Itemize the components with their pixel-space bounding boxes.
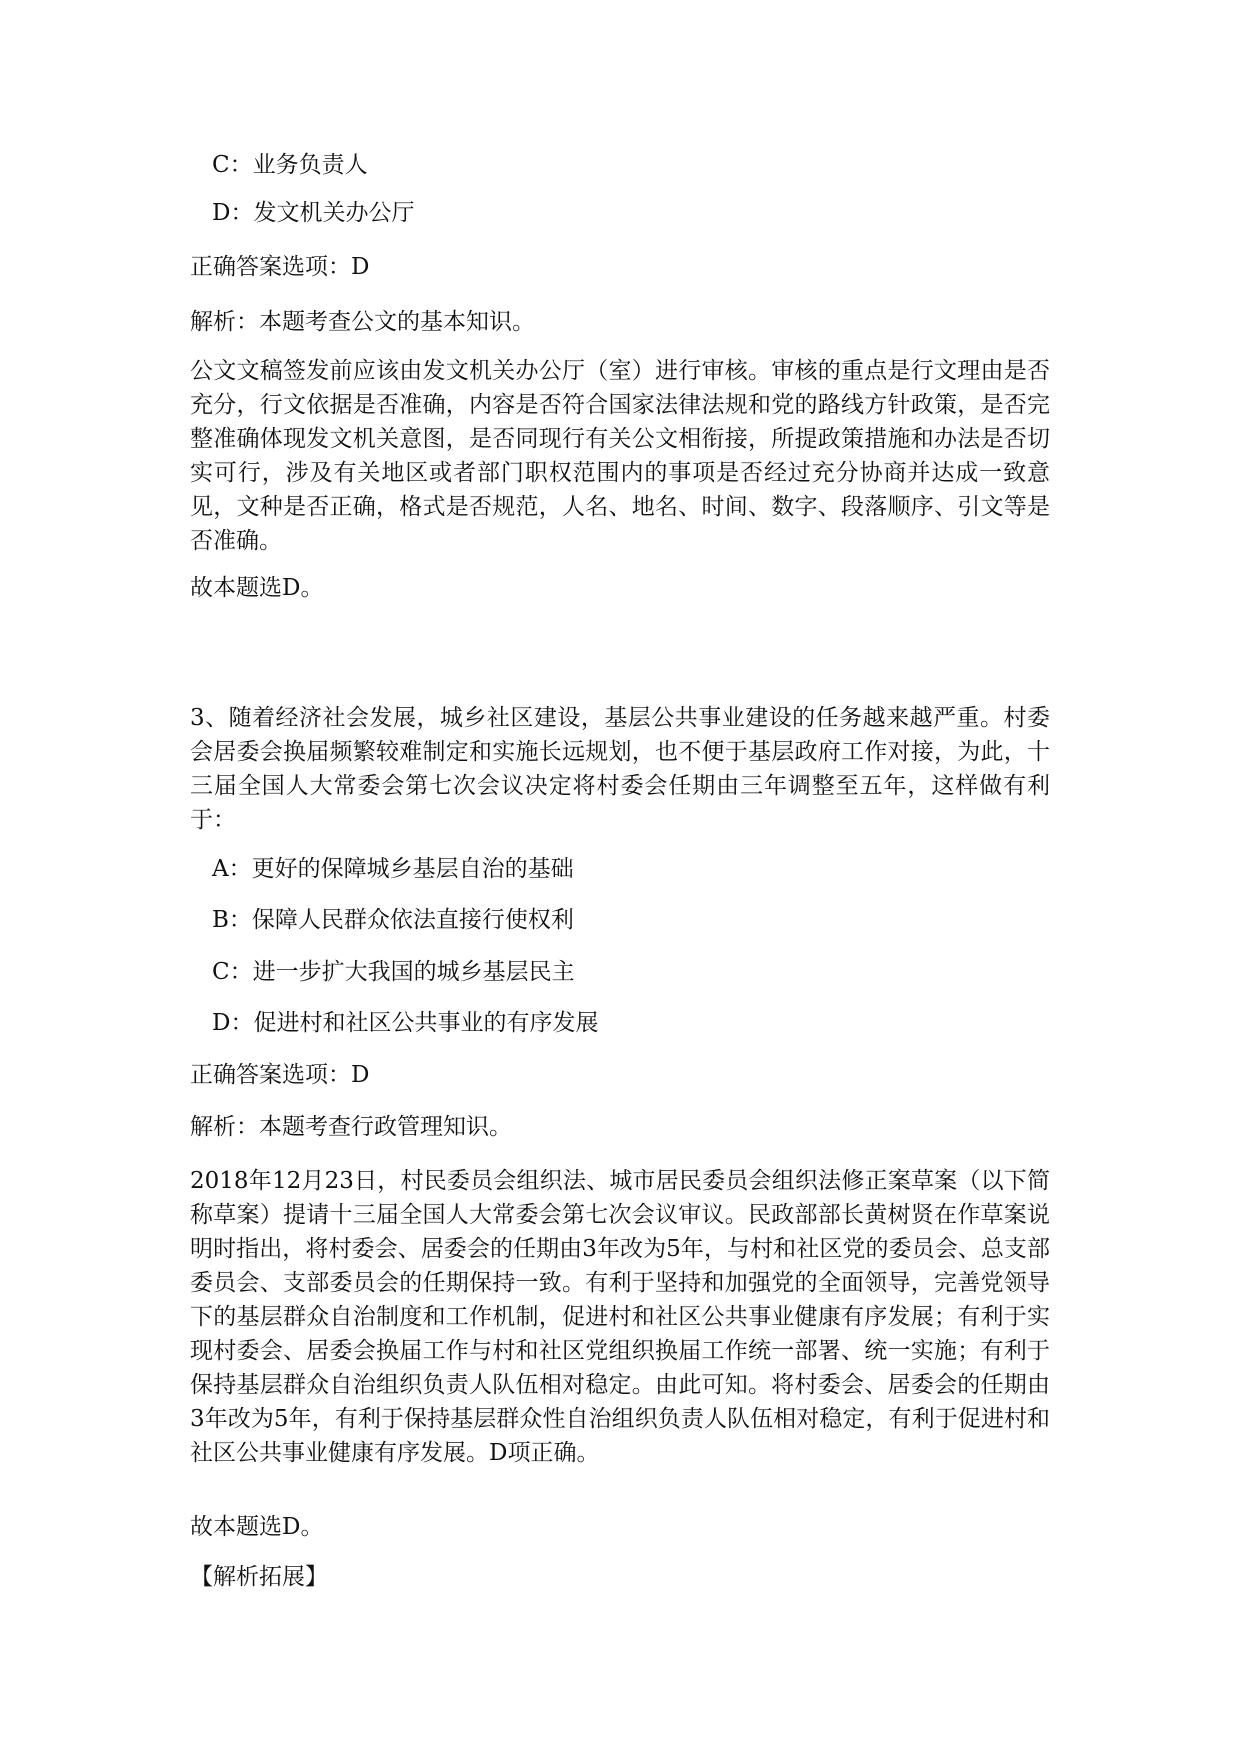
question-stem: 3、随着经济社会发展，城乡社区建设，基层公共事业建设的任务越来越严重。村委会居委会换届频繁较难制定和实施长远规划，也不便于基层政府工作对接，为此，十三届全国人大常委会第七次会议决定将村委会任期由三年调整至五年，这样做有利于： bbox=[190, 705, 1050, 833]
extension-heading: 【解析拓展】 bbox=[190, 1564, 328, 1590]
analysis-body: 2018年12月23日，村民委员会组织法、城市居民委员会组织法修正案草案（以下简称草案）提请十三届全国人大常委会第七次会议审议。民政部部长黄树贤在作草案说明时指出，将村委会、居委会的任期由3年改为5年，与村和社区党的委员会、总支部委员会、支部委员会的任期保持一致。有利于坚持和加强党的全面领导，完善党领导下的基层群众自治制度和工作机制，促进村和社区公共事业健康有序发展；有利于实现村委会、居委会换届工作与村和社区党组织换届工作统一部署、统一实施；有利于保持基层群众自治组织负责人队伍相对稳定。由此可知。将村委会、居委会的任期由3年改为5年，有利于保持基层群众性自治组织负责人队伍相对稳定，有利于促进村和社区公共事业健康有序发展。D项正确。 bbox=[190, 1168, 1050, 1466]
analysis-title: 解析：本题考查行政管理知识。 bbox=[190, 1114, 512, 1140]
option-c: C：业务负责人 bbox=[212, 152, 368, 178]
option-d: D：促进村和社区公共事业的有序发展 bbox=[212, 1010, 599, 1036]
option-b: B：保障人民群众依法直接行使权利 bbox=[212, 907, 574, 933]
conclusion-line: 故本题选D。 bbox=[190, 1514, 324, 1540]
answer-line: 正确答案选项：D bbox=[190, 254, 370, 280]
analysis-title: 解析：本题考查公文的基本知识。 bbox=[190, 309, 535, 335]
option-d: D：发文机关办公厅 bbox=[212, 200, 415, 226]
answer-line: 正确答案选项：D bbox=[190, 1062, 370, 1088]
option-a: A：更好的保障城乡基层自治的基础 bbox=[212, 856, 574, 882]
analysis-body: 公文文稿签发前应该由发文机关办公厅（室）进行审核。审核的重点是行文理由是否充分，行文依据是否准确，内容是否符合国家法律法规和党的路线方针政策，是否完整准确体现发文机关意图，是否同现行有关公文相衔接，所提政策措施和办法是否切实可行，涉及有关地区或者部门职权范围内的事项是否经过充分协商并达成一致意见，文种是否正确，格式是否规范，人名、地名、时间、数字、段落顺序、引文等是否准确。 bbox=[190, 358, 1050, 554]
option-c: C：进一步扩大我国的城乡基层民主 bbox=[212, 959, 575, 985]
conclusion-line: 故本题选D。 bbox=[190, 575, 324, 601]
